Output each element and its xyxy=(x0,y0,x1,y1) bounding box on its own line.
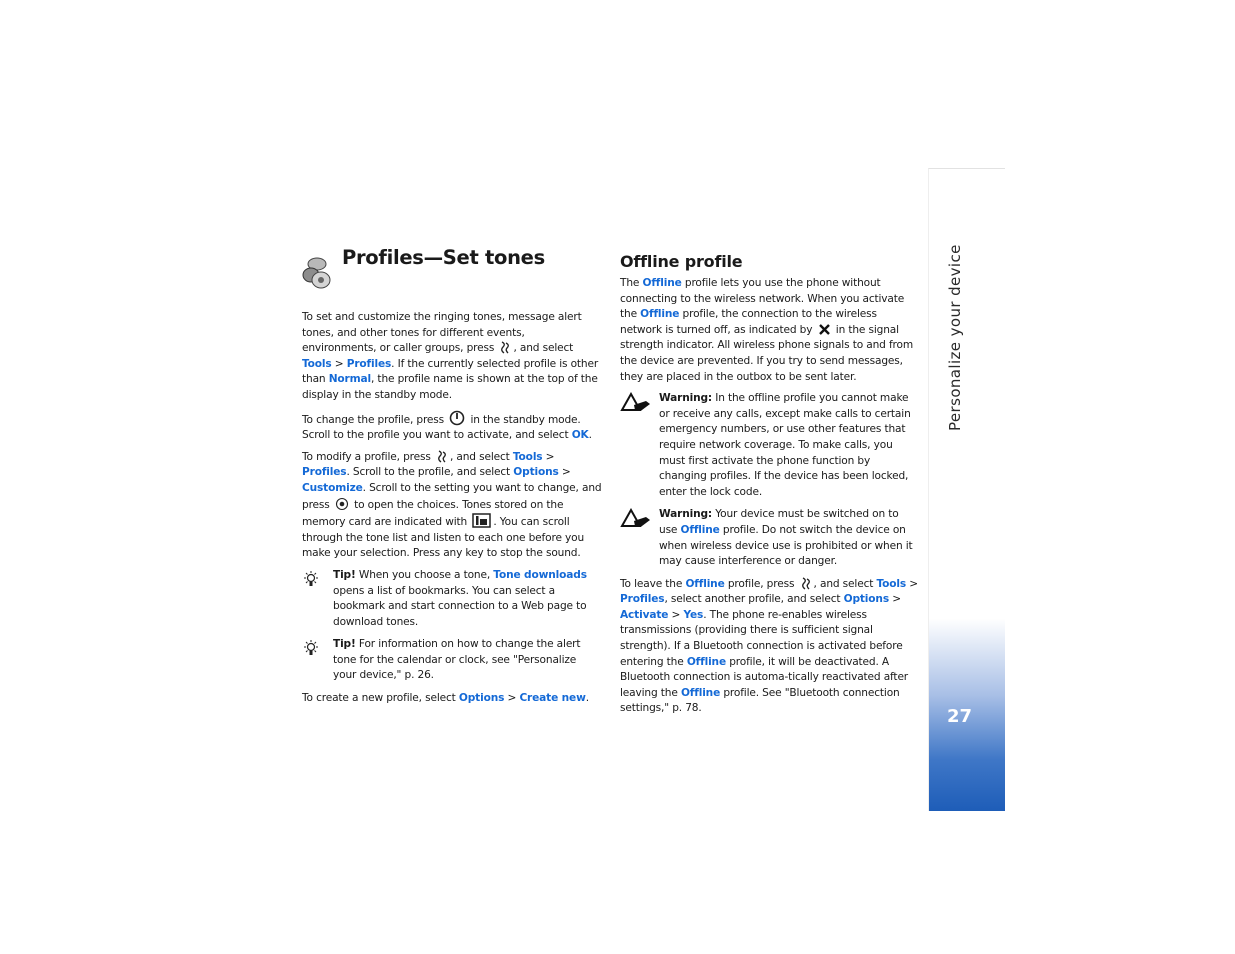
warning-note: Warning: Your device must be switched on to use Offline profile. Do not switch the device on when wireless device use is prohibited or when it may cause interference or danger. xyxy=(620,507,920,569)
activate-link[interactable]: Activate xyxy=(620,608,669,621)
create-new-link[interactable]: Create new xyxy=(519,692,586,705)
yes-link[interactable]: Yes xyxy=(683,608,704,621)
section-header xyxy=(302,246,602,296)
offline-link[interactable]: Offline xyxy=(680,686,721,699)
right-column xyxy=(620,250,920,723)
tip-note: Tip! For information on how to change the alert tone for the calendar or clock, see "Personalize your device," p. 26. xyxy=(302,637,602,684)
memory-card-icon xyxy=(472,513,491,528)
profiles-icon xyxy=(302,256,332,290)
offline-intro-paragraph: The Offline profile lets you use the phone without connecting to the wireless network. When you activate the Offline profile, the connection to the wireless network is turned off, as indicated by in the signal strength indicator. All wireless phone signals to and from the device are prevented. If you try to send messages, they are placed in the outbox to be sent later. xyxy=(620,277,913,383)
menu-key-icon xyxy=(800,577,812,590)
change-profile-paragraph: To change the profile, press in the standby mode. Scroll to the profile you want to activate, and select OK. xyxy=(302,410,602,444)
profiles-link[interactable]: Profiles xyxy=(302,466,347,479)
offline-link[interactable]: Offline xyxy=(642,277,682,289)
ok-link[interactable]: OK xyxy=(571,429,589,442)
page-number: 27 xyxy=(947,706,973,727)
no-signal-icon xyxy=(818,323,831,336)
options-link[interactable]: Options xyxy=(513,466,559,479)
section-title: Offline profile xyxy=(620,252,743,271)
page-title: Profiles—Set tones xyxy=(342,246,545,269)
tip-icon xyxy=(302,639,320,657)
options-link[interactable]: Options xyxy=(843,593,889,606)
tools-link[interactable]: Tools xyxy=(512,450,543,463)
intro-paragraph: To set and customize the ringing tones, message alert tones, and other tones for different events, environments, or caller groups, press , and select Tools > Profiles. If the currently selected profile is other than Normal, the profile name is shown at the top of the display in the standby mode. xyxy=(302,311,599,401)
menu-key-icon xyxy=(436,450,448,463)
left-column xyxy=(302,246,602,713)
warning-icon xyxy=(620,392,652,412)
tip-note: Tip! When you choose a tone, Tone downloads opens a list of bookmarks. You can select a bookmark and start connection to a Web page to download tones. xyxy=(302,568,602,630)
warning-note: Warning: In the offline profile you cannot make or receive any calls, except make calls to certain emergency numbers, or use other features that require network coverage. To make calls, you must first activate the phone function by changing profiles. If the device has been locked, enter the lock code. xyxy=(620,391,920,500)
modify-profile-paragraph: To modify a profile, press , and select Tools > Profiles. Scroll to the profile, and select Options > Customize. Scroll to the setting you want to change, and press to open the choices. Tones stored on the memory card are indicated with . You can scroll through the tone list and listen to each one before you make your selection. Press any key to stop the sound. xyxy=(302,450,602,560)
chapter-side-tab xyxy=(928,168,1005,811)
create-profile-paragraph: To create a new profile, select Options > Create new. xyxy=(302,692,589,705)
profiles-link[interactable]: Profiles xyxy=(620,593,665,606)
profiles-link[interactable]: Profiles xyxy=(346,357,392,370)
leave-offline-paragraph: To leave the Offline profile, press , and select Tools > Profiles, select another profile, and select Options > Activate > Yes. The phone re-enables wireless transmissions (providing there is sufficient signal strength). If a Bluetooth connection is activated before entering the Offline profile, it will be deactivated. A Bluetooth connection is automa-tically reactivated after leaving the Offline profile. See "Bluetooth connection settings," p. 78. xyxy=(620,577,918,715)
offline-link[interactable]: Offline xyxy=(686,655,726,668)
offline-link[interactable]: Offline xyxy=(680,523,720,536)
tools-link[interactable]: Tools xyxy=(302,357,332,370)
normal-link[interactable]: Normal xyxy=(328,373,371,386)
offline-link[interactable]: Offline xyxy=(640,308,680,321)
joystick-icon xyxy=(335,497,349,511)
customize-link[interactable]: Customize xyxy=(302,481,363,494)
menu-key-icon xyxy=(499,341,511,354)
options-link[interactable]: Options xyxy=(458,692,505,705)
warning-icon xyxy=(620,508,652,528)
tools-link[interactable]: Tools xyxy=(876,577,907,590)
power-key-icon xyxy=(449,410,465,426)
tone-downloads-link[interactable]: Tone downloads xyxy=(493,568,587,581)
chapter-title: Personalize your device xyxy=(946,244,964,431)
tip-icon xyxy=(302,570,320,588)
offline-link[interactable]: Offline xyxy=(685,577,725,590)
